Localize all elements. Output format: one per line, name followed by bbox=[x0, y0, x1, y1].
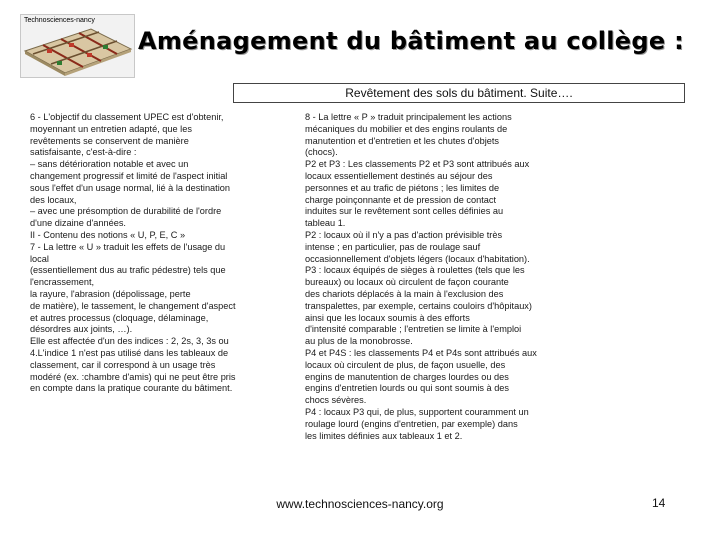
left-column-text: 6 - L'objectif du classement UPEC est d'obtenir, moyennant un entretien adapté, que les revêtements se conservent de manière satisfaisante, c'est-à-dire : – sans détérioration notable et avec un changement progressif et limité de l'aspect initial sous l'effet d'un usage normal, lié à la destination des locaux, – avec une présomption de durabilité de l'ordre d'une dizaine d'années. II - Contenu des notions « U, P, E, C » 7 - La lettre « U » traduit les effets de l'usage du local (essentiellement dus au trafic pédestre) tels que l'encrassement, la rayure, l'abrasion (dépolissage, perte de matière), le tassement, le changement d'aspect et autres processus (cloquage, délaminage, désordres aux joints, …). Elle est affectée d'un des indices : 2, 2s, 3, 3s ou 4.L'indice 1 n'est pas utilisé dans les tableaux de classement, car il correspond à un usage très modéré (ex. :chambre d'amis) qui ne peut être pris en compte dans la pratique courante du bâtiment. bbox=[30, 112, 236, 394]
footer-website-link[interactable]: www.technosciences-nancy.org bbox=[276, 497, 444, 511]
right-column-text: 8 - La lettre « P » traduit principalement les actions mécaniques du mobilier et des engins roulants de manutention et d'entretien et les chutes d'objets (chocs). P2 et P3 : Les classements P2 et P3 sont attribués aux locaux essentiellement destinés au séjour des personnes et au trafic de piétons ; les limites de charge poinçonnante et de pression de contact induites sur le revêtement sont celles définies au tableau 1. P2 : locaux où il n'y a pas d'action prévisible très intense ; en particulier, pas de roulage sauf occasionnellement d'objets légers (locaux d'habitation). P3 : locaux équipés de sièges à roulettes (tels que les bureaux) ou locaux où circulent de façon courante des chariots déplacés à la main à l'exclusion des transpalettes, par exemple, certains couloirs d'hôpitaux) ainsi que les locaux soumis à des efforts d'intensité comparable ; l'entretien se limite à l'emploi au plus de la monobrosse. P4 et P4S : les classements P4 et P4s sont attribués aux locaux où circulent de plus, de façon usuelle, des engins de manutention de charges lourdes ou des engins d'entretien lourds ou qui sont soumis à des chocs sévères. P4 : locaux P3 qui, de plus, supportent couramment un roulage lourd (engins d'entretien, par exemple) dans les limites définies aux tableaux 1 et 2. bbox=[305, 112, 537, 441]
building-plan-icon bbox=[21, 23, 134, 77]
page-title: Aménagement du bâtiment au collège : bbox=[138, 27, 684, 55]
page-number: 14 bbox=[652, 496, 666, 510]
site-logo bbox=[20, 14, 135, 78]
section-subtitle: Revêtement des sols du bâtiment. Suite…. bbox=[233, 83, 685, 103]
logo-caption: Technosciences-nancy bbox=[24, 17, 95, 24]
